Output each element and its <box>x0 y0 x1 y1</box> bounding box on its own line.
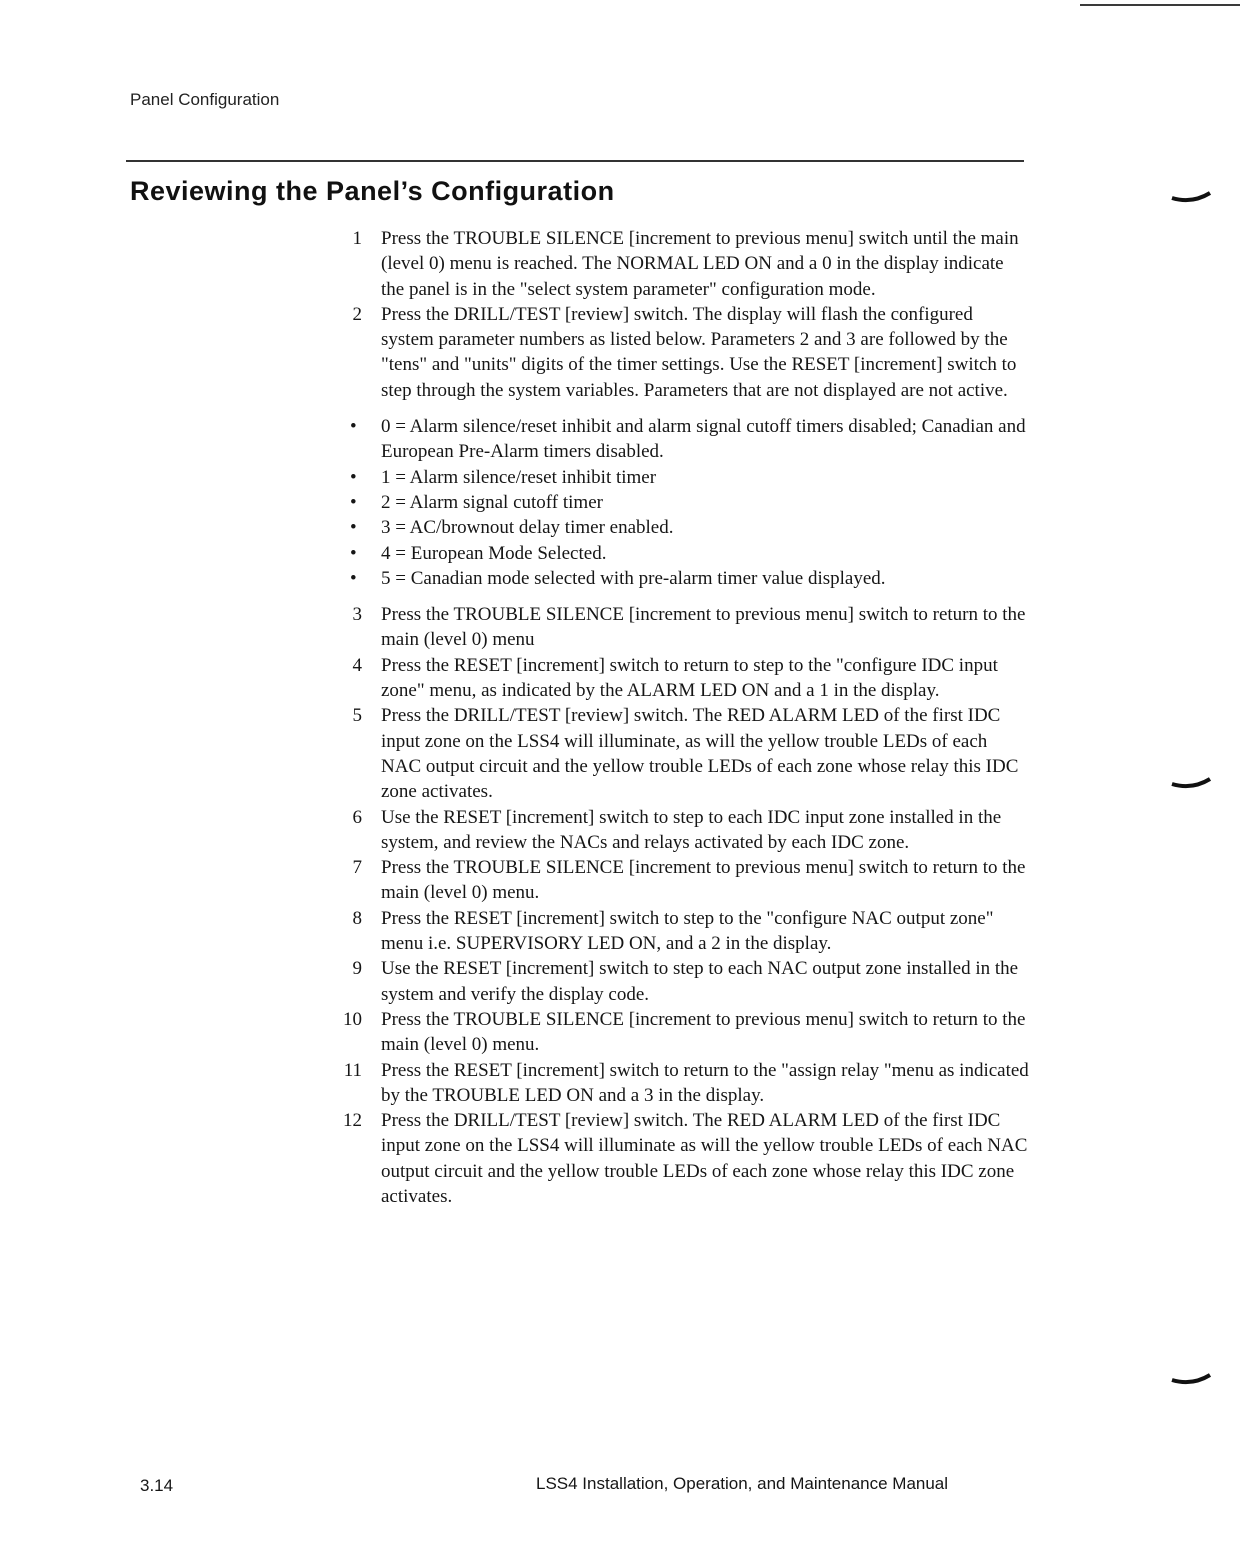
parameter-text: 4 = European Mode Selected. <box>381 542 607 564</box>
parameter-text: 2 = Alarm signal cutoff timer <box>381 491 603 513</box>
procedure-step <box>340 302 1030 403</box>
manual-title: LSS4 Installation, Operation, and Maintenance Manual <box>536 1474 949 1493</box>
procedure-step <box>340 653 1030 704</box>
procedure-step <box>340 805 1030 856</box>
parameter-text: 3 = AC/brownout delay timer enabled. <box>381 517 674 539</box>
bullet-icon: • <box>350 491 357 513</box>
parameter-text: 1 = Alarm silence/reset inhibit timer <box>381 466 657 488</box>
step-text: Press the RESET [increment] switch to return to the "assign relay "menu as indicated by the TROUBLE LED ON and a 3 in the display. <box>381 1059 1029 1106</box>
bullet-icon: • <box>350 517 357 539</box>
step-number: 2 <box>352 303 362 325</box>
margin-change-bar-mark <box>1170 190 1214 204</box>
step-text: Press the TROUBLE SILENCE [increment to previous menu] switch to return to the main (level 0) menu <box>381 604 1026 651</box>
page-number: 3.14 <box>140 1476 174 1495</box>
parameter-item <box>340 490 1030 515</box>
step-text: Press the DRILL/TEST [review] switch. The RED ALARM LED of the first IDC input zone on the LSS4 will illuminate as will the yellow trouble LEDs of each NAC output circuit and the yellow trouble LEDs of each zone whose relay this IDC zone activates. <box>381 1110 1028 1207</box>
margin-change-bar-mark <box>1170 1372 1214 1386</box>
parameter-item <box>340 566 1030 591</box>
step-number: 1 <box>352 228 362 249</box>
procedure-steps-part-2 <box>340 602 1030 1209</box>
running-header: Panel Configuration <box>130 90 280 109</box>
bullet-icon: • <box>350 567 357 589</box>
procedure-step <box>340 1058 1030 1109</box>
parameter-item <box>340 414 1030 465</box>
parameter-item <box>340 465 1030 490</box>
parameter-text: 0 = Alarm silence/reset inhibit and alarm signal cutoff timers disabled; Canadian and European Pre-Alarm timers disabled. <box>381 416 1026 463</box>
procedure-step <box>340 602 1030 653</box>
step-number: 12 <box>343 1110 362 1132</box>
parameter-text: 5 = Canadian mode selected with pre-alarm timer value displayed. <box>381 567 886 589</box>
procedure-step <box>340 703 1030 804</box>
step-number: 11 <box>343 1059 362 1081</box>
step-text: Press the TROUBLE SILENCE [increment to previous menu] switch to return to the main (level 0) menu. <box>381 857 1026 904</box>
procedure-step <box>340 1108 1030 1209</box>
section-rule <box>126 160 1024 162</box>
section-title: Reviewing the Panel’s Configuration <box>130 176 615 206</box>
step-number: 7 <box>352 857 362 879</box>
step-number: 8 <box>352 907 362 929</box>
step-text: Press the RESET [increment] switch to return to step to the "configure IDC input zone" menu, as indicated by the ALARM LED ON and a 1 in the display. <box>381 654 998 702</box>
procedure-step <box>340 956 1030 1007</box>
procedure-step <box>340 226 1030 302</box>
step-number: 3 <box>352 604 362 626</box>
parameter-item <box>340 541 1030 566</box>
step-number: 10 <box>343 1008 362 1030</box>
step-number: 4 <box>352 654 362 676</box>
parameter-item <box>340 515 1030 540</box>
step-text: Press the TROUBLE SILENCE [increment to previous menu] switch until the main (level 0) menu is reached. The NORMAL LED ON and a 0 in the display indicate the panel is in the "select system parameter" configuration mode. <box>381 228 1019 300</box>
procedure-body <box>340 226 1030 1209</box>
top-edge-rule <box>1080 4 1240 6</box>
procedure-step <box>340 906 1030 957</box>
parameter-list <box>340 414 1030 591</box>
margin-change-bar-mark <box>1170 776 1214 790</box>
step-number: 5 <box>352 705 362 727</box>
step-text: Press the RESET [increment] switch to step to the "configure NAC output zone" menu i.e. SUPERVISORY LED ON, and a 2 in the display. <box>381 907 994 955</box>
procedure-step <box>340 855 1030 906</box>
step-text: Use the RESET [increment] switch to step to each NAC output zone installed in the system and verify the display code. <box>381 958 1019 1005</box>
bullet-icon: • <box>350 542 357 564</box>
step-number: 9 <box>352 958 362 980</box>
step-text: Press the TROUBLE SILENCE [increment to previous menu] switch to return to the main (level 0) menu. <box>381 1008 1026 1056</box>
bullet-icon: • <box>350 466 357 488</box>
bullet-icon: • <box>350 416 357 438</box>
step-text: Press the DRILL/TEST [review] switch. The display will flash the configured system parameter numbers as listed below. Parameters 2 and 3 are followed by the "tens" and "units" digits of the timer settings. Use the RESET [increment] switch to step through the system variables. Parameters that are not displayed are not active. <box>381 303 1017 401</box>
step-text: Press the DRILL/TEST [review] switch. The RED ALARM LED of the first IDC input zone on the LSS4 will illuminate, as will the yellow trouble LEDs of each NAC output circuit and the yellow trouble LEDs of each zone whose relay this IDC zone activates. <box>381 705 1019 803</box>
step-text: Use the RESET [increment] switch to step to each IDC input zone installed in the system, and review the NACs and relays activated by each IDC zone. <box>381 806 1002 853</box>
procedure-steps-part-1 <box>340 226 1030 403</box>
procedure-step <box>340 1007 1030 1058</box>
step-number: 6 <box>352 806 362 828</box>
